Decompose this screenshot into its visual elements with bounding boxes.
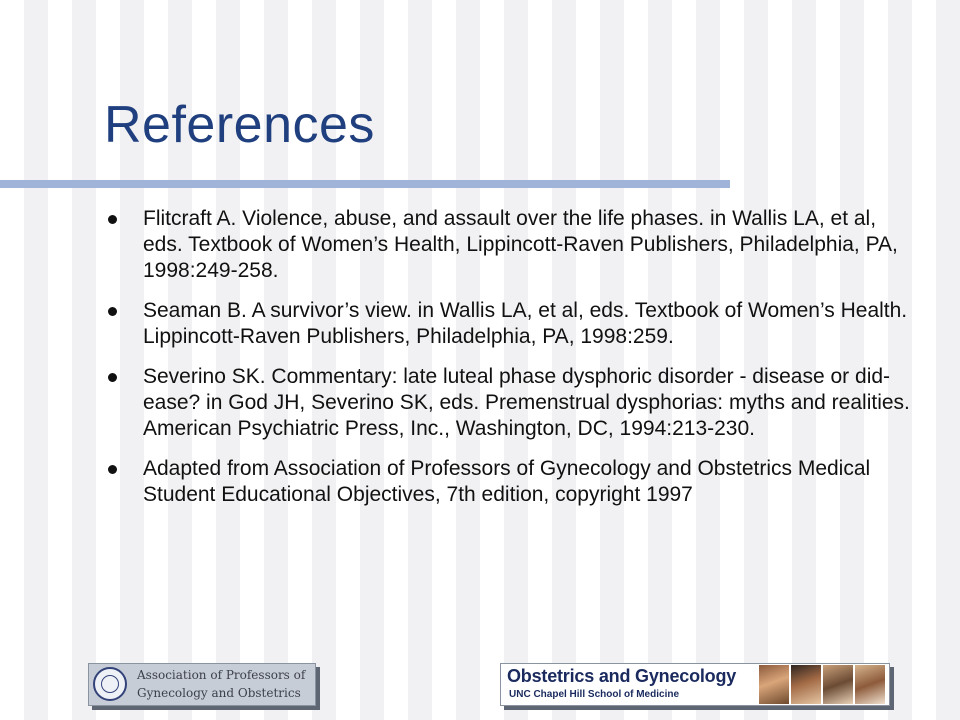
apgo-line-2: Gynecology and Obstetrics xyxy=(137,686,301,700)
apgo-logo-text xyxy=(137,666,305,702)
title-divider xyxy=(0,180,730,188)
woman-photo xyxy=(823,665,853,704)
reference-item xyxy=(104,456,910,508)
school-name: UNC Chapel Hill School of Medicine xyxy=(509,689,680,700)
bullet-icon xyxy=(108,373,117,382)
reference-text: Flitcraft A. Violence, abuse, and assault over the life phases. in Wallis LA, et al, eds. Textbook of Women’s Health, Lippincott-Raven Publishers, Philadelphia, PA, 1998:249-258. xyxy=(143,207,898,282)
slide-title: References xyxy=(104,96,375,154)
reference-item xyxy=(104,298,910,350)
department-title: Obstetrics and Gynecology xyxy=(507,666,737,686)
apgo-seal-inner xyxy=(101,675,119,693)
bullet-icon xyxy=(108,307,117,316)
apgo-seal-icon xyxy=(93,667,127,701)
bullet-icon xyxy=(108,465,117,474)
unc-obgyn-logo xyxy=(500,663,896,709)
woman-photo xyxy=(791,665,821,704)
unc-logo-panel xyxy=(500,663,890,706)
woman-photo xyxy=(855,665,885,704)
reference-list xyxy=(104,206,910,522)
reference-text: Adapted from Association of Professors of Gynecology and Obstetrics Medical Student Educational Objectives, 7th edition, copyright 1997 xyxy=(143,457,871,506)
reference-item xyxy=(104,364,910,442)
woman-photo xyxy=(759,665,789,704)
apgo-logo-panel xyxy=(88,663,316,706)
bullet-icon xyxy=(108,215,117,224)
reference-text: Severino SK. Commentary: late luteal phase dysphoric disorder - disease or did-ease? in God JH, Severino SK, eds. Premenstrual dysphorias: myths and realities. American Psychiatric Press, Inc., Washington, DC, 1994:213-230. xyxy=(143,365,910,440)
apgo-logo xyxy=(88,663,320,709)
apgo-line-1: Association of Professors of xyxy=(137,668,306,682)
reference-item xyxy=(104,206,910,284)
reference-text: Seaman B. A survivor’s view. in Wallis LA, et al, eds. Textbook of Women’s Health. Lippincott-Raven Publishers, Philadelphia, PA, 1998:259. xyxy=(143,299,908,348)
